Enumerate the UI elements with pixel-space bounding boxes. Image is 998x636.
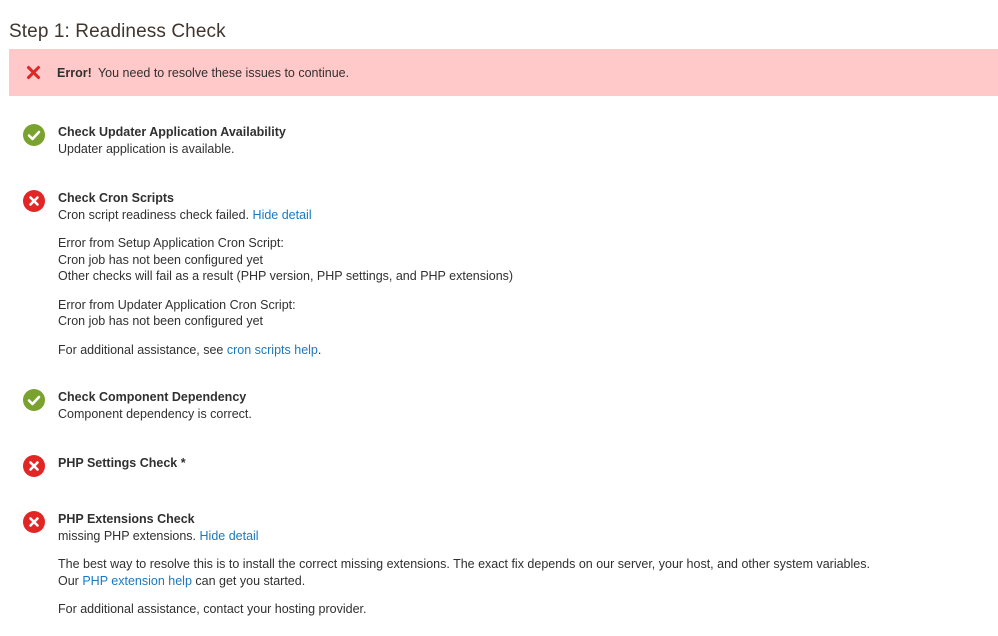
error-x-icon bbox=[27, 66, 40, 79]
check-status: Updater application is available. bbox=[58, 141, 235, 156]
x-circle-icon bbox=[23, 190, 45, 212]
help-prefix: Our bbox=[58, 573, 79, 588]
check-status: missing PHP extensions. bbox=[58, 528, 197, 543]
error-text: You need to resolve these issues to continue. bbox=[97, 65, 350, 80]
check-title: PHP Extensions Check bbox=[58, 512, 195, 526]
updater-cron-error bbox=[58, 297, 958, 330]
x-circle-icon bbox=[23, 455, 45, 477]
cron-help-prefix: For additional assistance, see bbox=[58, 342, 224, 357]
php-extension-help-line bbox=[58, 573, 958, 590]
resolution-text: The best way to resolve this is to install the correct missing extensions. The exact fix depends on our server, your host, and other system variables. bbox=[58, 557, 870, 571]
hosting-assistance: For additional assistance, contact your hosting provider. bbox=[58, 602, 367, 616]
page-title: Step 1: Readiness Check bbox=[9, 20, 226, 42]
check-status: Component dependency is correct. bbox=[58, 406, 252, 421]
cron-help-suffix: . bbox=[317, 342, 322, 357]
updater-cron-line: Cron job has not been configured yet bbox=[58, 314, 263, 328]
help-suffix: can get you started. bbox=[195, 573, 306, 588]
check-circle-icon bbox=[23, 389, 45, 411]
check-status-line bbox=[58, 207, 958, 224]
updater-cron-heading: Error from Updater Application Cron Script: bbox=[58, 297, 296, 312]
setup-cron-error bbox=[58, 235, 958, 285]
error-label: Error! bbox=[57, 65, 92, 80]
check-status-line bbox=[58, 528, 958, 545]
check-status: Cron script readiness check failed. bbox=[58, 207, 250, 222]
check-circle-icon bbox=[23, 124, 45, 146]
error-message bbox=[57, 66, 349, 80]
php-extensions-resolution bbox=[58, 556, 958, 589]
check-title: PHP Settings Check * bbox=[58, 456, 186, 470]
check-title: Check Updater Application Availability bbox=[58, 125, 286, 139]
hide-detail-link[interactable]: Hide detail bbox=[199, 528, 259, 543]
hide-detail-link[interactable]: Hide detail bbox=[252, 207, 312, 222]
x-circle-icon bbox=[23, 511, 45, 533]
setup-cron-line: Other checks will fail as a result (PHP version, PHP settings, and PHP extensions) bbox=[58, 269, 514, 283]
setup-cron-heading: Error from Setup Application Cron Script: bbox=[58, 236, 284, 250]
php-extension-help-link[interactable]: PHP extension help bbox=[82, 573, 192, 588]
setup-cron-line: Cron job has not been configured yet bbox=[58, 252, 263, 267]
cron-scripts-help-link[interactable]: cron scripts help bbox=[226, 342, 318, 357]
check-title: Check Cron Scripts bbox=[58, 191, 175, 205]
check-title: Check Component Dependency bbox=[58, 390, 247, 404]
error-banner bbox=[9, 49, 998, 96]
cron-help bbox=[58, 342, 958, 359]
